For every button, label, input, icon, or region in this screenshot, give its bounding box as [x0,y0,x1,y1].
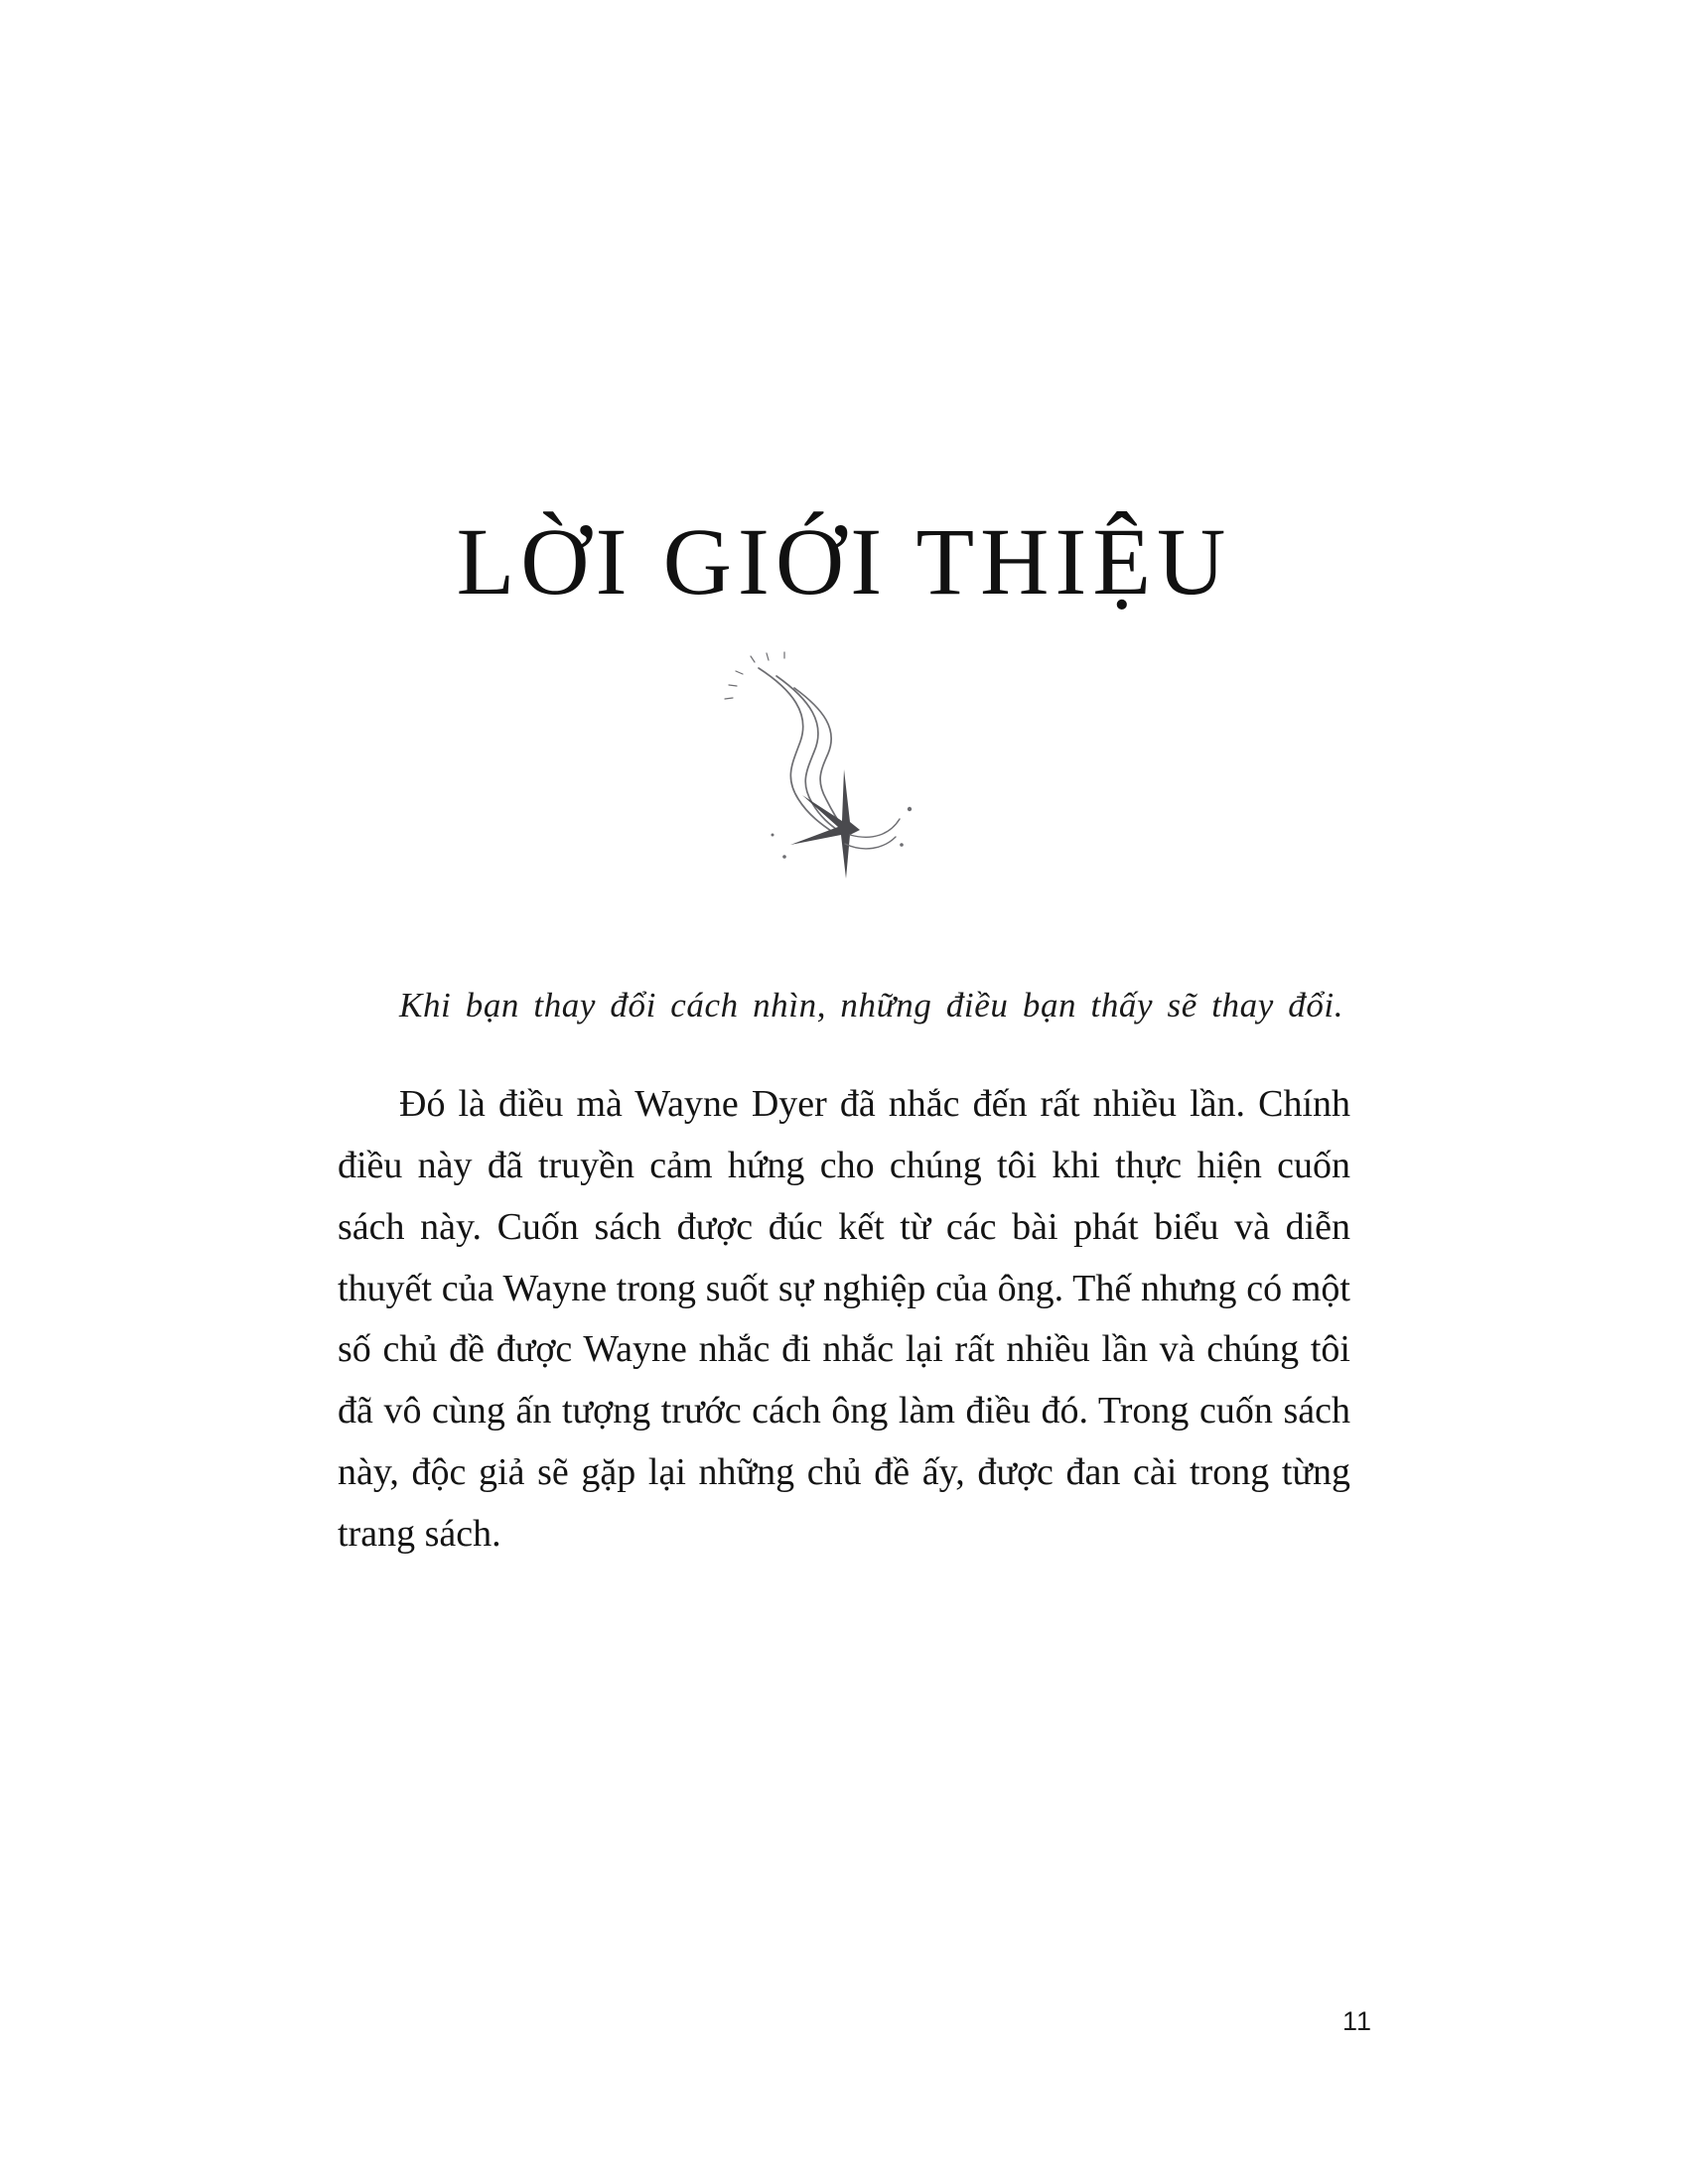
body-text [338,978,1350,1566]
page-title: LỜI GIỚI THIỆU [456,508,1232,615]
page-number: 11 [1341,2006,1372,2036]
swirl-sparkle-ornament [715,650,973,879]
intro-paragraph: Đó là điều mà Wayne Dyer đã nhắc đến rất nhiều lần. Chính điều này đã truyền cảm hứng cho chúng tôi khi thực hiện cuốn sách này. Cuốn sách được đúc kết từ các bài phát biểu và diễn thuyết của Wayne trong suốt sự nghiệp của ông. Thế nhưng có một số chủ đề được Wayne nhắc đi nhắc lại rất nhiều lần và chúng tôi đã vô cùng ấn tượng trước cách ông làm điều đó. Trong cuốn sách này, độc giả sẽ gặp lại những chủ đề ấy, được đan cài trong từng trang sách. [338,1082,1350,1556]
epigraph-quote: Khi bạn thay đổi cách nhìn, những điều bạn thấy sẽ thay đổi. [399,986,1344,1024]
